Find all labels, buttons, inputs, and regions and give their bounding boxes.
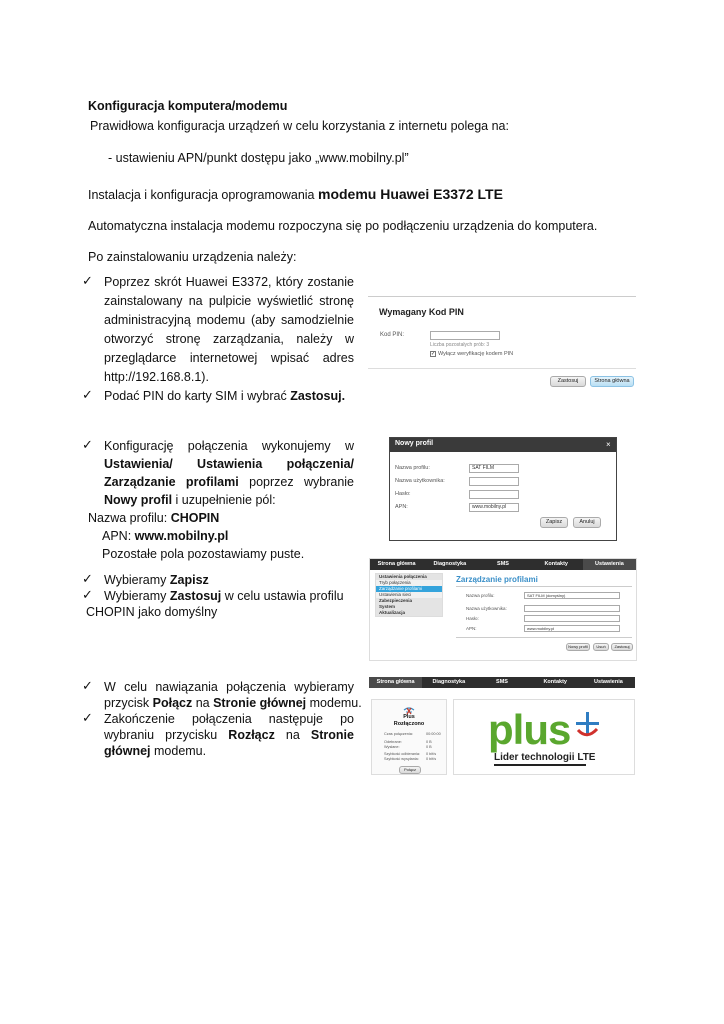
step2-bold: Zarządzanie profilami — [104, 475, 239, 489]
profile-name-line — [88, 510, 219, 526]
pin-checkbox[interactable]: ✓ — [431, 351, 436, 357]
save-button[interactable]: Zapisz — [540, 517, 568, 528]
step4-text: wybraniu przycisku — [104, 728, 229, 742]
step2-line — [104, 492, 276, 508]
step4-text: na — [192, 696, 214, 710]
stat-value: 00:00:00 — [426, 732, 441, 736]
check-icon: ✓ — [82, 710, 93, 725]
operator-name: Plus — [403, 714, 415, 720]
pin-screenshot — [368, 296, 636, 396]
plus-tagline: Lider technologii LTE — [494, 752, 596, 763]
pin-label: Kod PIN: — [380, 332, 405, 338]
intro-line: Prawidłowa konfiguracja urządzeń w celu korzystania z internetu polega na: — [90, 119, 509, 133]
pin-title: Wymagany Kod PIN — [379, 307, 464, 317]
plus-logo-word: plus — [488, 706, 571, 753]
field-label: APN: — [466, 626, 477, 631]
sidebar-item-network[interactable]: Ustawienia sieci — [379, 592, 412, 597]
home-screenshot — [369, 677, 635, 780]
manager-title: Zarządzanie profilami — [456, 575, 538, 584]
field-label: APN: — [395, 504, 408, 510]
stat-label: Szybkość wysyłania: — [384, 757, 419, 761]
home-button[interactable]: Strona główna — [590, 376, 634, 387]
pin-attempts: Liczba pozostałych prób: 3 — [430, 342, 490, 348]
stat-value: 0 B — [426, 740, 432, 744]
step4-line — [104, 727, 354, 743]
section-heading: Konfiguracja komputera/modemu — [88, 99, 288, 113]
step1-line: administracyjną modemu (aby samodzielnie — [104, 313, 354, 327]
sidebar-item-connection[interactable]: Ustawienia połączenia — [376, 574, 442, 580]
nav-contacts[interactable]: Kontakty — [543, 679, 567, 685]
profile-manager-screenshot — [369, 558, 637, 661]
home-page-label: Stronie — [310, 728, 354, 742]
step4-line: Zakończenie połączenia następuje po — [104, 712, 354, 726]
nav-sms[interactable]: SMS — [497, 561, 509, 567]
check-icon: ✓ — [82, 678, 93, 693]
nav-contacts[interactable]: Kontakty — [544, 561, 568, 567]
step4-line — [104, 695, 362, 711]
apply-step-rest: w celu ustawia profilu — [221, 589, 344, 603]
check-icon: ✓ — [82, 571, 93, 586]
save-step-text: Wybieramy — [104, 573, 170, 587]
save-step-bold: Zapisz — [169, 573, 209, 587]
step2-line: Konfigurację połączenia wykonujemy w — [104, 439, 354, 453]
connect-label: Połącz — [152, 696, 193, 710]
step2-bold: Nowy profil — [104, 493, 173, 507]
nav-home[interactable]: Strona główna — [377, 561, 416, 567]
connection-card — [371, 699, 447, 775]
cancel-button[interactable]: Anuluj — [573, 517, 601, 528]
check-icon: ✓ — [82, 437, 93, 452]
connection-status: Rozłączono — [393, 721, 425, 727]
apn-input[interactable]: www.mobilny.pl — [524, 625, 620, 632]
apn-input[interactable]: www.mobilny.pl — [469, 503, 519, 512]
stat-label: Odebrane: — [384, 740, 402, 744]
default-profile-line: CHOPIN jako domyślny — [86, 605, 218, 619]
step4-text: przycisk — [104, 696, 153, 710]
step1-line: http://192.168.8.1). — [104, 370, 209, 384]
sidebar-item-system[interactable]: System — [376, 604, 442, 610]
step1-line: otworzyć stronę zarządzania, należy w — [104, 332, 354, 346]
save-step — [104, 572, 209, 588]
step4-text: modemu. — [150, 744, 207, 758]
close-icon[interactable]: × — [606, 440, 611, 449]
after-install-line: Po zainstalowaniu urządzenia należy: — [88, 250, 297, 264]
auto-install-line: Automatyczna instalacja modemu rozpoczyna się po podłączeniu urządzenia do komputera. — [88, 219, 598, 233]
profile-name-value: CHOPIN — [170, 511, 220, 525]
disconnected-icon — [403, 703, 415, 713]
pin-checkbox-label: Wyłącz weryfikację kodem PIN — [438, 351, 514, 357]
pin-step-text: Podać PIN do karty SIM i wybrać — [104, 389, 291, 403]
install-prefix: Instalacja i konfiguracja oprogramowania — [88, 188, 318, 202]
nav-diagnostics[interactable]: Diagnostyka — [433, 561, 467, 567]
sidebar-item-mode[interactable]: Tryb połączenia — [379, 580, 411, 585]
step1-line: Poprzez skrót Huawei E3372, który zostanie — [104, 275, 354, 289]
new-profile-title: Nowy profil — [395, 440, 434, 447]
check-icon: ✓ — [82, 273, 93, 288]
stat-value: 0 B — [426, 745, 432, 749]
step2-line — [104, 474, 354, 490]
home-page-label: głównej — [104, 744, 151, 758]
profile-name-input[interactable]: SAT FILM — [469, 464, 519, 473]
nav-diagnostics[interactable]: Diagnostyka — [432, 679, 466, 685]
sidebar-item-profiles[interactable]: Zarządzanie profilami — [376, 586, 442, 592]
apply-button[interactable]: Zastosuj — [550, 376, 586, 387]
install-line — [88, 186, 503, 203]
step1-line: zainstalowany na pulpicie wyświetlić stronę — [104, 294, 354, 308]
apply-button[interactable]: Zastosuj — [611, 643, 633, 651]
stat-label: Czas połączenia: — [384, 732, 413, 736]
stat-label: Wysłane: — [384, 745, 400, 749]
apn-label: APN: — [102, 529, 135, 543]
username-input[interactable] — [524, 605, 620, 612]
apply-step-bold: Zastosuj — [169, 589, 222, 603]
field-label: Nazwa profilu: — [395, 465, 430, 471]
settings-sidebar — [375, 573, 443, 617]
apply-step — [104, 588, 344, 604]
pin-step-bold: Zastosuj. — [290, 389, 346, 403]
step1-line: przeglądarce internetowej wpisać adres — [104, 351, 354, 365]
password-input[interactable] — [469, 490, 519, 499]
nav-sms[interactable]: SMS — [496, 679, 508, 685]
field-label: Hasło: — [395, 491, 411, 497]
apn-bullet: - ustawieniu APN/punkt dostępu jako „www.mobilny.pl” — [108, 151, 409, 165]
modem-model: modemu Huawei E3372 LTE — [318, 186, 503, 202]
delete-button[interactable]: Usuń — [593, 643, 609, 651]
sidebar-item-update[interactable]: Aktualizacja — [376, 610, 442, 616]
field-label: Nazwa użytkownika: — [466, 606, 507, 611]
profile-select[interactable]: SAT FILM (domyślny) — [524, 592, 620, 599]
top-nav — [370, 559, 636, 570]
home-page-label: Stronie głównej — [213, 696, 307, 710]
stat-value: 0 bit/s — [426, 757, 437, 761]
step2-text: i uzupełnienie pól: — [172, 493, 276, 507]
plus-logo-icon — [572, 710, 602, 740]
nav-settings[interactable]: Ustawienia — [583, 559, 636, 570]
stat-label: Szybkość odbierania: — [384, 752, 421, 756]
step2-line: Ustawienia/ Ustawienia połączenia/ — [104, 457, 354, 471]
top-nav — [369, 677, 635, 688]
step4-text: na — [274, 728, 311, 742]
step2-text: poprzez wybranie — [238, 475, 354, 489]
step4-text: modemu. — [306, 696, 362, 710]
check-icon: ✓ — [82, 387, 93, 402]
nav-settings[interactable]: Ustawienia — [594, 679, 623, 685]
plus-banner — [453, 699, 635, 775]
connect-button[interactable]: Połącz — [399, 766, 421, 774]
field-label: Nazwa profilu: — [466, 593, 495, 598]
step4-line — [104, 743, 206, 759]
field-label: Nazwa użytkownika: — [395, 478, 445, 484]
pin-input[interactable] — [430, 331, 500, 340]
field-label: Hasło: — [466, 616, 479, 621]
apn-value: www.mobilny.pl — [134, 529, 229, 543]
step4-line: W celu nawiązania połączenia wybieramy — [104, 680, 354, 694]
nav-home[interactable]: Strona główna — [369, 677, 422, 688]
rest-fields-line: Pozostałe pola pozostawiamy puste. — [102, 547, 305, 561]
disconnect-label: Rozłącz — [228, 728, 275, 742]
apply-step-text: Wybieramy — [104, 589, 170, 603]
sidebar-item-security[interactable]: Zabezpieczenia — [376, 598, 442, 604]
check-icon: ✓ — [82, 587, 93, 602]
apn-line — [102, 528, 228, 544]
username-input[interactable] — [469, 477, 519, 486]
password-input[interactable] — [524, 615, 620, 622]
stat-value: 0 bit/s — [426, 752, 437, 756]
new-profile-button[interactable]: Nowy profil — [566, 643, 590, 651]
pin-step — [104, 388, 345, 404]
new-profile-screenshot — [389, 437, 617, 541]
profile-name-label: Nazwa profilu: — [88, 511, 171, 525]
